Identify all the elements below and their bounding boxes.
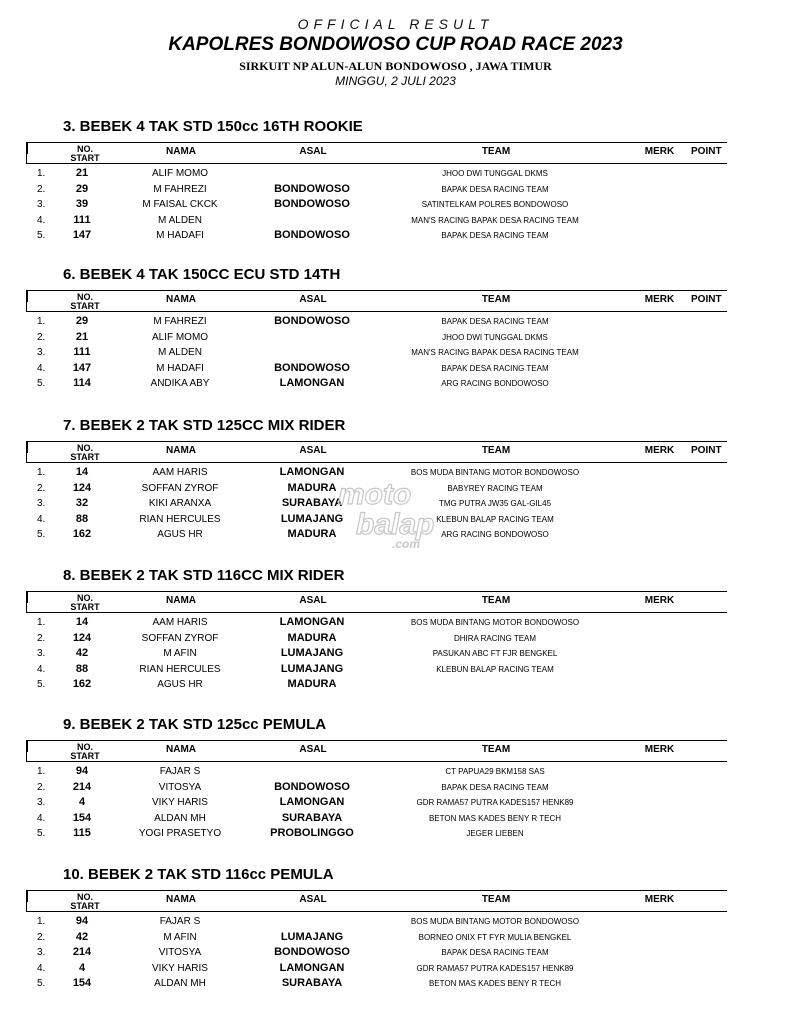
header-asal: ASAL [299, 595, 327, 606]
rider-team: TMG PUTRA JW35 GAL-GIL45 [438, 499, 552, 508]
position-number: 5. [37, 230, 46, 241]
rider-team: JHOO DWI TUNGGAL DKMS [442, 169, 548, 178]
position-number: 5. [37, 529, 46, 540]
table-row [0, 811, 791, 826]
header-team: TEAM [481, 894, 511, 905]
event-title: KAPOLRES BONDOWOSO CUP ROAD RACE 2023 [168, 34, 623, 55]
header-merk: MERK [644, 595, 675, 606]
rider-origin: LAMONGAN [279, 466, 345, 478]
rider-origin: SURABAYA [281, 811, 343, 824]
position-number: 1. [37, 168, 46, 179]
start-number: 147 [72, 361, 92, 374]
rider-name: VIKY HARIS [152, 962, 208, 974]
table-header [26, 441, 727, 463]
rider-team: BAPAK DESA RACING TEAM [441, 184, 549, 194]
rider-name: FAJAR S [159, 916, 201, 927]
rider-team: MAN'S RACING BAPAK DESA RACING TEAM [411, 348, 579, 357]
start-number: 94 [75, 765, 89, 777]
table-row [0, 615, 791, 630]
start-number: 4 [78, 796, 86, 808]
rider-name: M HADAFI [156, 230, 204, 241]
section-title: 9. BEBEK 2 TAK STD 125cc PEMULA [63, 716, 327, 733]
rider-team: BORNEO ONIX FT FYR MULIA BENGKEL [418, 932, 572, 942]
rider-name: VITOSYA [158, 947, 202, 958]
header-merk: MERK [644, 294, 675, 305]
table-row [0, 930, 791, 945]
date-line: MINGGU, 2 JULI 2023 [335, 74, 456, 88]
rider-name: VIKY HARIS [152, 797, 208, 808]
header-merk: MERK [644, 445, 675, 456]
header-no-start [65, 145, 105, 163]
table-row [0, 795, 791, 810]
rider-team: KLEBUN BALAP RACING TEAM [436, 514, 554, 524]
rider-name: YOGI PRASETYO [138, 828, 222, 839]
rider-team: BOS MUDA BINTANG MOTOR BONDOWOSO [410, 618, 580, 627]
rider-origin: BONDOWOSO [274, 946, 350, 958]
rider-team: PASUKAN ABC FT FJR BENGKEL [432, 649, 558, 658]
rider-origin: BONDOWOSO [274, 229, 350, 241]
position-number: 2. [37, 482, 46, 494]
start-number: 42 [75, 930, 89, 943]
header-nama: NAMA [166, 894, 196, 905]
table-header [26, 740, 727, 762]
rider-origin: LUMAJANG [280, 647, 344, 659]
table-row [0, 361, 791, 376]
start-number: 94 [75, 915, 89, 927]
header-start: START [70, 153, 100, 163]
rider-origin: BONDOWOSO [274, 198, 350, 210]
rider-origin: LAMONGAN [279, 377, 345, 389]
header-no-start [65, 444, 105, 462]
rider-origin: BONDOWOSO [274, 315, 350, 327]
header-start: START [70, 452, 100, 462]
rider-name: M FAHREZI [153, 183, 207, 195]
position-number: 3. [37, 648, 46, 659]
start-number: 147 [72, 229, 92, 241]
start-number: 111 [73, 213, 91, 226]
table-row [0, 345, 791, 360]
table-row [0, 914, 791, 929]
rider-team: GDR RAMA57 PUTRA KADES157 HENK89 [416, 798, 574, 807]
rider-team: KLEBUN BALAP RACING TEAM [436, 664, 554, 674]
start-number: 214 [72, 946, 92, 958]
header-merk: MERK [644, 146, 675, 157]
table-row [0, 826, 791, 841]
rider-team: MAN'S RACING BAPAK DESA RACING TEAM [411, 215, 579, 225]
position-number: 1. [37, 316, 46, 327]
header-no: NO. [76, 742, 93, 752]
rider-team: BAPAK DESA RACING TEAM [441, 782, 549, 792]
table-row [0, 961, 791, 976]
position-number: 2. [37, 183, 46, 195]
table-row [0, 330, 791, 345]
watermark-line1: moto [338, 478, 412, 511]
rider-origin: PROBOLINGGO [270, 827, 354, 839]
rider-origin: MADURA [287, 528, 337, 540]
start-number: 111 [73, 346, 91, 358]
rider-name: M ALDEN [158, 347, 202, 358]
table-row [0, 646, 791, 661]
table-row [0, 166, 791, 181]
table-row [0, 228, 791, 243]
position-number: 4. [37, 362, 46, 374]
table-row [0, 197, 791, 212]
header-asal: ASAL [299, 294, 327, 305]
start-number: 14 [75, 466, 89, 478]
rider-name: M AFIN [163, 931, 197, 943]
start-number: 88 [75, 512, 89, 525]
rider-origin: LAMONGAN [279, 616, 345, 628]
header-team: TEAM [481, 595, 511, 606]
position-number: 3. [37, 498, 46, 509]
rider-name: M FAHREZI [153, 316, 207, 327]
rider-origin: LUMAJANG [280, 930, 344, 943]
start-number: 214 [72, 780, 92, 793]
header-point: POINT [691, 146, 722, 157]
position-number: 3. [37, 199, 46, 210]
rider-name: SOFFAN ZYROF [141, 482, 219, 494]
rider-name: FAJAR S [159, 766, 201, 777]
start-number: 88 [75, 662, 89, 675]
table-row [0, 780, 791, 795]
rider-name: VITOSYA [158, 781, 202, 793]
rider-name: ALDAN MH [154, 978, 206, 989]
rider-origin: LAMONGAN [279, 796, 345, 808]
rider-name: M ALDEN [158, 214, 202, 226]
header-no-start [65, 293, 105, 311]
table-row [0, 945, 791, 960]
table-row [0, 213, 791, 228]
rider-origin: SURABAYA [281, 497, 343, 509]
rider-team: BETON MAS KADES BENY R TECH [428, 813, 562, 823]
rider-team: CT PAPUA29 BKM158 SAS [445, 767, 545, 776]
header-nama: NAMA [166, 146, 196, 157]
start-number: 124 [72, 481, 92, 494]
table-row [0, 527, 791, 542]
header-no: NO. [76, 144, 93, 154]
header-team: TEAM [481, 294, 511, 305]
header-nama: NAMA [166, 744, 196, 755]
header-point: POINT [691, 445, 722, 456]
rider-origin: MADURA [287, 481, 337, 494]
table-row [0, 182, 791, 197]
table-row [0, 677, 791, 692]
position-number: 1. [37, 766, 46, 777]
rider-origin: BONDOWOSO [274, 361, 350, 374]
table-row [0, 376, 791, 391]
rider-team: GDR RAMA57 PUTRA KADES157 HENK89 [416, 963, 574, 973]
table-header [26, 142, 727, 164]
header-no-start [65, 893, 105, 911]
position-number: 2. [37, 331, 46, 343]
table-row [0, 314, 791, 329]
position-number: 1. [37, 916, 46, 927]
position-number: 2. [37, 781, 46, 793]
header-no: NO. [76, 443, 93, 453]
position-number: 5. [37, 679, 46, 690]
table-row [0, 481, 791, 496]
rider-team: JEGER LIEBEN [466, 829, 524, 838]
rider-name: M AFIN [163, 648, 197, 659]
rider-origin: LUMAJANG [280, 512, 344, 525]
header-team: TEAM [481, 445, 511, 456]
header-nama: NAMA [166, 595, 196, 606]
watermark-line3: .com [392, 537, 421, 551]
rider-name: RIAN HERCULES [139, 663, 221, 675]
header-merk: MERK [644, 744, 675, 755]
header-asal: ASAL [299, 744, 327, 755]
header-asal: ASAL [299, 146, 327, 157]
rider-team: BABYREY RACING TEAM [447, 483, 543, 493]
rider-name: AGUS HR [157, 679, 203, 690]
header-merk: MERK [644, 894, 675, 905]
rider-name: ALIF MOMO [151, 168, 209, 179]
header-asal: ASAL [299, 445, 327, 456]
rider-team: BOS MUDA BINTANG MOTOR BONDOWOSO [410, 468, 580, 477]
rider-origin: BONDOWOSO [274, 182, 350, 195]
header-nama: NAMA [166, 294, 196, 305]
header-start: START [70, 901, 100, 911]
header-no-start [65, 743, 105, 761]
start-number: 162 [72, 678, 92, 690]
rider-name: AAM HARIS [152, 467, 208, 478]
rider-origin: BONDOWOSO [274, 780, 350, 793]
rider-name: M FAISAL CKCK [142, 199, 218, 210]
start-number: 4 [78, 961, 86, 974]
header-asal: ASAL [299, 894, 327, 905]
header-no: NO. [76, 892, 93, 902]
start-number: 114 [73, 377, 91, 389]
rider-name: ALIF MOMO [151, 331, 209, 343]
section-title: 6. BEBEK 4 TAK 150CC ECU STD 14TH [63, 266, 341, 283]
rider-name: ANDIKA ABY [150, 378, 210, 389]
rider-name: RIAN HERCULES [139, 513, 221, 525]
position-number: 4. [37, 962, 46, 974]
section-title: 10. BEBEK 2 TAK STD 116cc PEMULA [63, 866, 334, 883]
rider-origin: MADURA [287, 678, 337, 690]
venue-line: SIRKUIT NP ALUN-ALUN BONDOWOSO , JAWA TIMUR [239, 59, 552, 73]
rider-name: M HADAFI [156, 362, 204, 374]
position-number: 5. [37, 978, 46, 989]
start-number: 14 [75, 616, 89, 628]
table-row [0, 976, 791, 991]
section-title: 8. BEBEK 2 TAK STD 116CC MIX RIDER [63, 567, 345, 584]
position-number: 3. [37, 347, 46, 358]
position-number: 5. [37, 378, 46, 389]
header-team: TEAM [481, 744, 511, 755]
position-number: 3. [37, 947, 46, 958]
start-number: 124 [72, 631, 92, 644]
rider-name: ALDAN MH [154, 812, 206, 824]
rider-team: SATINTELKAM POLRES BONDOWOSO [421, 200, 569, 209]
section-title: 3. BEBEK 4 TAK STD 150cc 16TH ROOKIE [63, 118, 363, 135]
rider-name: AGUS HR [157, 529, 203, 540]
rider-team: BETON MAS KADES BENY R TECH [428, 979, 562, 988]
rider-team: JHOO DWI TUNGGAL DKMS [442, 332, 548, 342]
start-number: 32 [75, 497, 89, 509]
rider-origin: SURABAYA [281, 977, 343, 989]
position-number: 3. [37, 797, 46, 808]
rider-team: ARG RACING BONDOWOSO [441, 379, 549, 388]
start-number: 29 [75, 315, 89, 327]
position-number: 1. [37, 617, 46, 628]
start-number: 154 [72, 811, 92, 824]
start-number: 29 [75, 182, 89, 195]
header-start: START [70, 301, 100, 311]
start-number: 21 [75, 167, 89, 179]
start-number: 42 [75, 647, 89, 659]
start-number: 162 [72, 528, 92, 540]
header-start: START [70, 751, 100, 761]
header-team: TEAM [481, 146, 511, 157]
watermark-line2: balap [356, 508, 435, 541]
table-header [26, 290, 727, 312]
start-number: 115 [73, 827, 91, 839]
rider-team: BAPAK DESA RACING TEAM [441, 948, 549, 957]
table-header [26, 890, 727, 912]
header-no: NO. [76, 292, 93, 302]
start-number: 21 [75, 330, 89, 343]
rider-team: BOS MUDA BINTANG MOTOR BONDOWOSO [410, 917, 580, 926]
position-number: 4. [37, 214, 46, 226]
table-row [0, 465, 791, 480]
rider-name: SOFFAN ZYROF [141, 632, 219, 644]
rider-name: AAM HARIS [152, 617, 208, 628]
position-number: 4. [37, 513, 46, 525]
header-no-start [65, 594, 105, 612]
start-number: 154 [72, 977, 92, 989]
start-number: 39 [75, 198, 89, 210]
rider-origin: MADURA [287, 631, 337, 644]
table-header [26, 591, 727, 613]
position-number: 5. [37, 828, 46, 839]
header-start: START [70, 602, 100, 612]
table-row [0, 662, 791, 677]
rider-team: BAPAK DESA RACING TEAM [441, 231, 549, 240]
table-row [0, 512, 791, 527]
position-number: 2. [37, 632, 46, 644]
rider-origin: LUMAJANG [280, 662, 344, 675]
section-title: 7. BEBEK 2 TAK STD 125CC MIX RIDER [63, 417, 346, 434]
rider-team: ARG RACING BONDOWOSO [441, 530, 549, 539]
position-number: 4. [37, 812, 46, 824]
rider-name: KIKI ARANXA [148, 498, 212, 509]
position-number: 2. [37, 931, 46, 943]
table-row [0, 764, 791, 779]
rider-team: BAPAK DESA RACING TEAM [441, 363, 549, 373]
position-number: 4. [37, 663, 46, 675]
table-row [0, 496, 791, 511]
header-point: POINT [691, 294, 722, 305]
rider-team: DHIRA RACING TEAM [453, 633, 537, 643]
position-number: 1. [37, 467, 46, 478]
rider-team: BAPAK DESA RACING TEAM [441, 317, 549, 326]
table-row [0, 631, 791, 646]
header-no: NO. [76, 593, 93, 603]
rider-origin: LAMONGAN [279, 961, 345, 974]
document-kicker: OFFICIAL RESULT [297, 16, 494, 32]
header-nama: NAMA [166, 445, 196, 456]
